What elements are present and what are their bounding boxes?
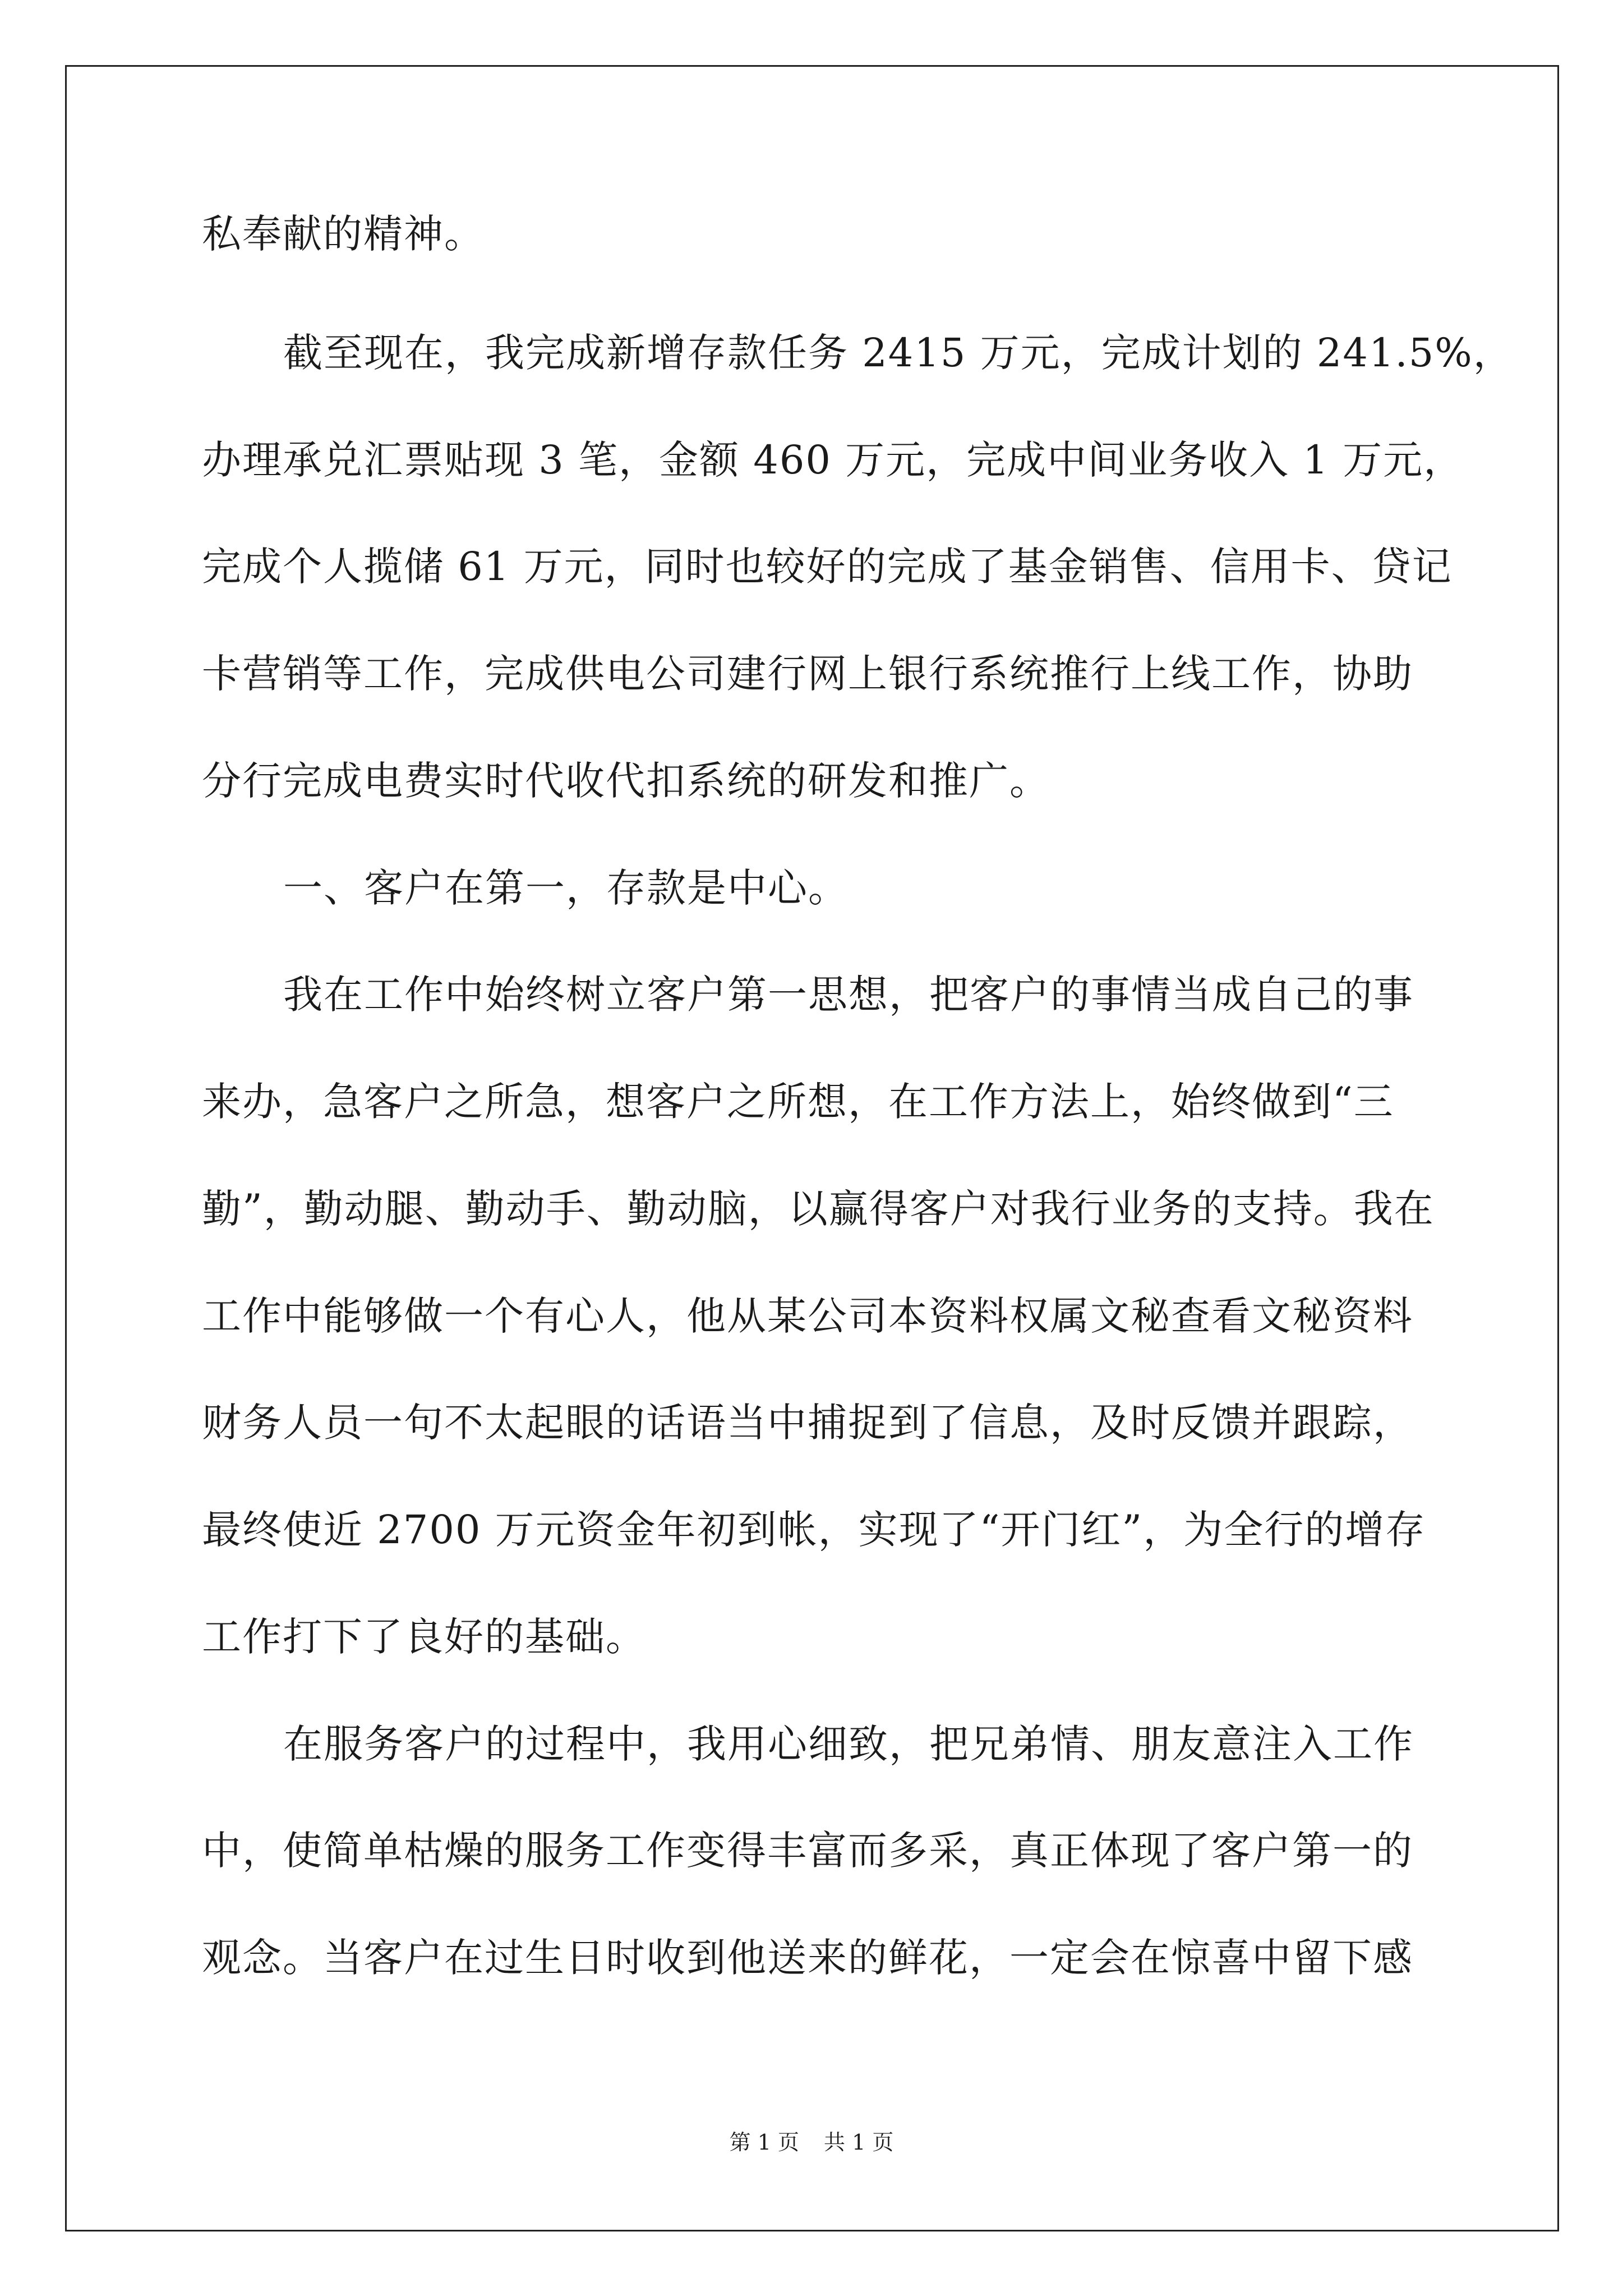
text-line: 完成个人揽储 61 万元，同时也较好的完成了基金销售、信用卡、贷记 <box>202 544 1453 590</box>
page-footer <box>0 2132 1623 2153</box>
text-line: 私奉献的精神。 <box>202 211 485 257</box>
page-total: 共 1 页 <box>824 2130 894 2155</box>
text-line: 工作中能够做一个有心人，他从某公司本资料权属文秘查看文秘资料 <box>202 1293 1413 1339</box>
text-line: 财务人员一句不太起眼的话语当中捕捉到了信息，及时反馈并跟踪， <box>202 1400 1413 1446</box>
text-line: 我在工作中始终树立客户第一思想，把客户的事情当成自己的事 <box>283 972 1414 1018</box>
section-heading: 一、客户在第一，存款是中心。 <box>283 865 849 911</box>
text-line: 卡营销等工作，完成供电公司建行网上银行系统推行上线工作，协助 <box>202 651 1413 697</box>
text-line: 工作打下了良好的基础。 <box>202 1614 646 1660</box>
page-border <box>65 65 1559 2231</box>
text-line: 办理承兑汇票贴现 3 笔，金额 460 万元，完成中间业务收入 1 万元， <box>202 437 1464 483</box>
text-line: 分行完成电费实时代收代扣系统的研发和推广。 <box>202 758 1050 804</box>
text-line: 中，使简单枯燥的服务工作变得丰富而多采，真正体现了客户第一的 <box>202 1828 1413 1874</box>
text-line: 截至现在，我完成新增存款任务 2415 万元，完成计划的 241.5%， <box>283 330 1514 376</box>
page-number: 第 1 页 <box>729 2130 799 2155</box>
text-line: 最终使近 2700 万元资金年初到帐，实现了“开门红”，为全行的增存 <box>202 1507 1426 1553</box>
text-line: 观念。当客户在过生日时收到他送来的鲜花，一定会在惊喜中留下感 <box>202 1935 1413 1981</box>
text-line: 来办，急客户之所急，想客户之所想，在工作方法上，始终做到“三 <box>202 1079 1394 1125</box>
text-line: 勤”，勤动腿、勤动手、勤动脑，以赢得客户对我行业务的支持。我在 <box>202 1186 1435 1232</box>
text-line: 在服务客户的过程中，我用心细致，把兄弟情、朋友意注入工作 <box>283 1721 1414 1767</box>
